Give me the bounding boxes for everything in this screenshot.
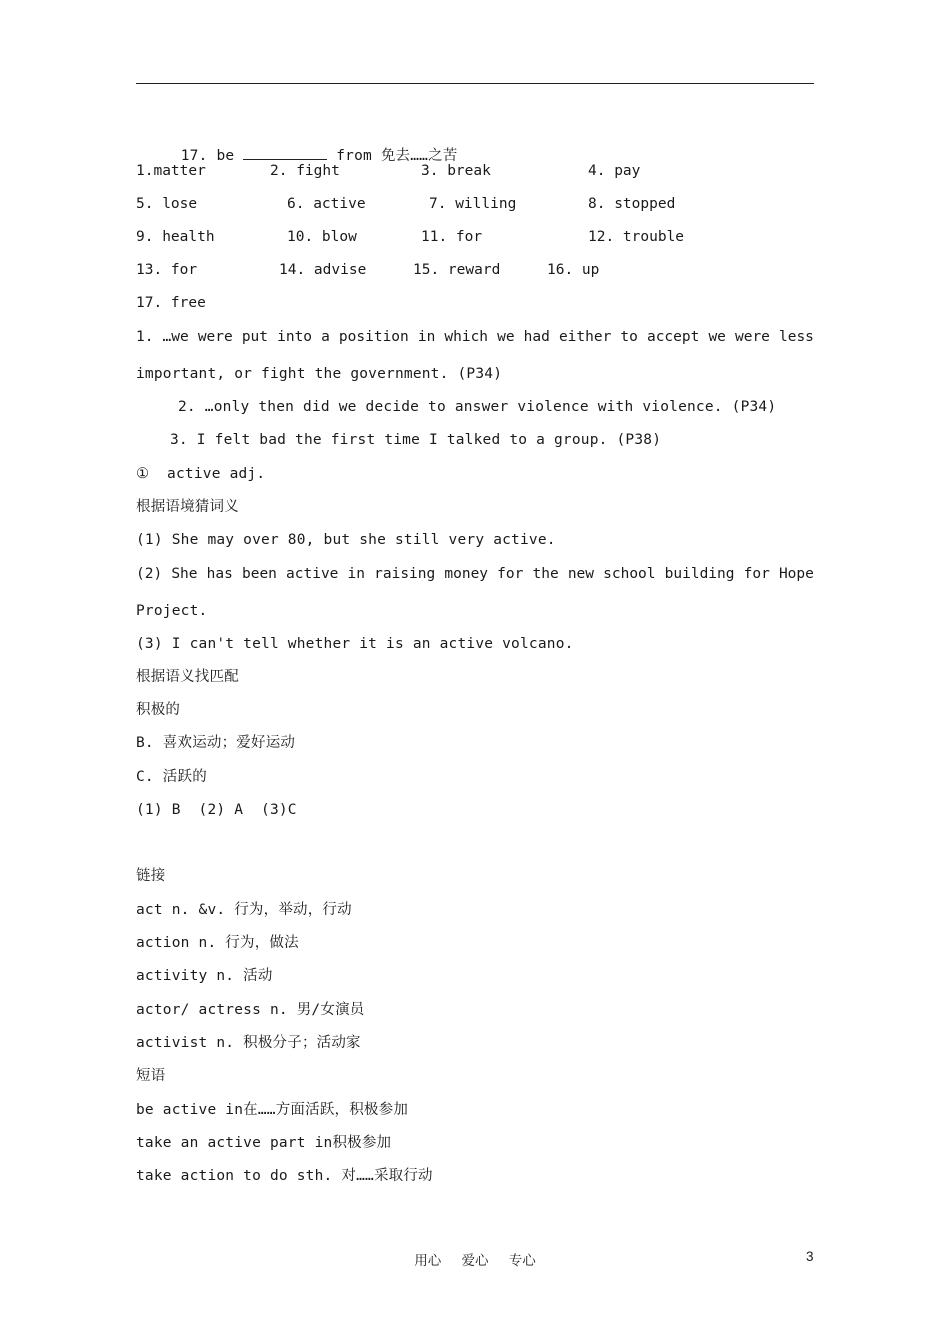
link-item: action n. 行为，做法 — [136, 935, 299, 951]
page-number: 3 — [806, 1249, 814, 1264]
answer-5: 5. lose — [136, 196, 198, 212]
answer-3: 3. break — [421, 163, 491, 179]
question-17-text: from 免去……之苦 — [336, 148, 458, 164]
answer-17: 17. free — [136, 295, 206, 311]
footer-word: 用心 — [414, 1253, 442, 1269]
answer-10: 10. blow — [287, 229, 357, 245]
answer-16: 16. up — [547, 262, 600, 278]
footer-word: 爱心 — [461, 1253, 489, 1269]
links-title: 链接 — [136, 868, 166, 884]
example-2-line-2: Project. — [136, 603, 208, 619]
header-rule — [136, 83, 814, 84]
phrase-item: take an active part in积极参加 — [136, 1135, 392, 1151]
link-item: activity n. 活动 — [136, 968, 273, 984]
link-item: activist n. 积极分子；活动家 — [136, 1035, 361, 1051]
link-item: actor/ actress n. 男/女演员 — [136, 1002, 365, 1018]
example-2-line-1: (2) She has been active in raising money for the new school building for Hope — [136, 566, 814, 582]
answer-4: 4. pay — [588, 163, 641, 179]
example-3: (3) I can't tell whether it is an active volcano. — [136, 636, 574, 652]
sentence-1-line-2: important, or fight the government. (P34) — [136, 366, 503, 382]
answer-11: 11. for — [421, 229, 483, 245]
answer-2: 2. fight — [270, 163, 340, 179]
option-a: 积极的 — [136, 702, 181, 718]
sentence-3: 3. I felt bad the first time I talked to a group. (P38) — [170, 432, 662, 448]
sentence-1-line-1: 1. …we were put into a position in which we had either to accept we were less — [136, 329, 814, 345]
question-17-number: 17. be — [180, 148, 235, 164]
answer-15: 15. reward — [413, 262, 501, 278]
answer-key: (1) B (2) A (3)C — [136, 802, 297, 818]
phrase-item: take action to do sth. 对……采取行动 — [136, 1168, 433, 1184]
footer-word: 专心 — [508, 1253, 536, 1269]
answer-1: 1.matter — [136, 163, 206, 179]
answer-6: 6. active — [287, 196, 366, 212]
answer-blank — [243, 146, 327, 160]
answer-12: 12. trouble — [588, 229, 685, 245]
option-c: C. 活跃的 — [136, 769, 207, 785]
phrase-item: be active in在……方面活跃，积极参加 — [136, 1102, 409, 1118]
answer-8: 8. stopped — [588, 196, 676, 212]
sentence-2: 2. …only then did we decide to answer violence with violence. (P34) — [178, 399, 777, 415]
option-b: B. 喜欢运动；爱好运动 — [136, 735, 296, 751]
guess-meaning-title: 根据语境猜词义 — [136, 499, 239, 515]
match-meaning-title: 根据语义找匹配 — [136, 669, 239, 685]
phrases-title: 短语 — [136, 1068, 166, 1084]
answer-9: 9. health — [136, 229, 215, 245]
answer-13: 13. for — [136, 262, 198, 278]
link-item: act n. &v. 行为，举动，行动 — [136, 902, 352, 918]
answer-7: 7. willing — [429, 196, 517, 212]
answer-14: 14. advise — [279, 262, 367, 278]
active-heading: ① active adj. — [136, 466, 266, 482]
example-1: (1) She may over 80, but she still very active. — [136, 532, 556, 548]
